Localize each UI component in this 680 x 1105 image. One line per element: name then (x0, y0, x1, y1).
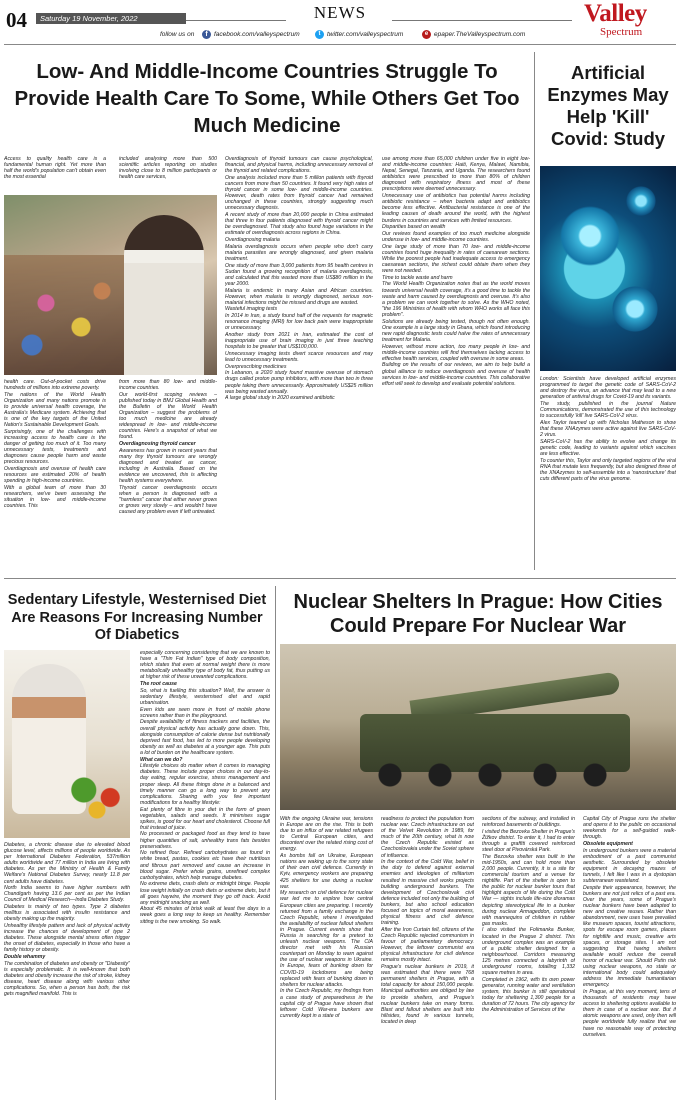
enzymes-p5: To counter this, Taylor and only targeted regions of the viral RNA that mutate less frequently, but also designed three of the XNAzymes to self-assemble into a 'nanostructure' that cuts different parts of the virus genome. (540, 457, 676, 482)
diabetes-col2-p8: Eat plenty of fibre in your diet in the form of green vegetables, salads and seeds. It minimises sugar spikes, is good for our heart and cholesterol. Choose full fruit instead of juice. (140, 806, 270, 831)
lead-col1-p4: Overdiagnosis and overuse of health care resources are estimated 20% of health spending in high-income countries. (4, 466, 106, 485)
facebook-link[interactable]: facebook.com/valleyspectrum (214, 31, 300, 38)
lead-col2-p2: Our world-first scoping reviews – published today in BMJ Global Health and the Bulletin of the World Health Organization – suggest the problems of too much medicine are already widespread in low- and middle-income countries. Here's a snapshot of what we found. (119, 391, 217, 441)
masthead-rule (4, 44, 676, 45)
lead-col3-p1: Overdiagnosis of thyroid tumours can cause psychological, financial, and physical harms, including unnecessary removal of the thyroid and related complications. (225, 156, 373, 175)
lead-col3-p4: Overdiagnosing malaria (225, 237, 280, 243)
lead-col3-p9: In 2014 in Iran, a study found half of the requests for magnetic resonance imaging (MRI) for low back pain were inappropriate or unnecessary. (225, 313, 373, 332)
photo-vegetables (64, 770, 130, 820)
diabetes-col2-p5: Despite availability of fitness trackers and facilities, the overall physical activity has actually gone down. This, alongside consumption of calorie dense but nutritionally deprived fast food, has led to more people developing obesity as well as diabetes at a younger age. This puts a lot of burden on the healthcare system. (140, 719, 270, 756)
diabetes-article (4, 582, 270, 1102)
prague-col4-p3: In underground bunkers were a material embodiment of a past communist aesthetic. Surrounded by obsolete equipment in decaying mazes of tunnels, I felt like I was in a dystopian subterranean wasteland. (583, 847, 676, 885)
brand-logo (578, 0, 678, 44)
section-title: NEWS (313, 3, 367, 22)
lead-col-2 (119, 379, 217, 574)
brand-top: Valley (584, 0, 647, 27)
lead-col4-p5: One large study of more than 70 low- and middle-income countries found huge inequality in rates of caesarean sections. While the poorest people had inadequate access to emergency caesarean sections, the richest could obtain them when they were not needed. (382, 243, 530, 275)
lead-col4-p4: Our reviews found examples of too much medicine alongside underuse in low- and middle-income countries. (382, 230, 530, 243)
prague-col2-p3: After the Iron Curtain fell, citizens of the Czech Republic rejected communism in favour of parliamentary democracy. However, the leftover communist era physical infrastructure for civil defence remains mostly intact. (381, 926, 474, 964)
lead-col3-p7: Malaria is endemic in many Asian and African countries. However, when malaria is wrongly diagnosed, serious non-malarial infections might be missed and drugs are wasted. (225, 287, 373, 306)
diabetes-col2-p12: About 45 minutes of brisk walk at least five days in a week goes a long way to keep us healthy. Remember sitting is the new smoking. So walk. (140, 906, 270, 925)
prague-col1-p2: As bombs fall on Ukraine, European nations are waking up to the sorry state of their own civil defence. Currently in Kyiv, emergency workers are preparing 425 shelters for use during a nuclear war. (280, 853, 373, 890)
epaper-icon: e (422, 30, 431, 39)
lead-intro-1 (4, 156, 106, 194)
diabetes-col1-p1: Diabetes, a chronic disease due to elevated blood glucose level, affects millions of people worldwide. As per International Diabetes Federation, 537million adults worldwide and 77 million in India are living with diabetes. As per the Ministry of Health & Family Welfare's National Diabetes Survey, nearly 11.8 per cent adults have diabetes. (4, 842, 130, 885)
photo-health-worker (124, 215, 204, 375)
prague-col3-p1: sections of the subway, and installed in reinforced basements of buildings. (482, 816, 575, 829)
enzymes-headline: Artificial Enzymes May Help 'Kill' Covid: Study (547, 62, 669, 149)
prague-col2-p1: readiness to protect the population from nuclear war. Czech infrastructure on out of the Velvet Revolution in 1989, for much of the 20th century, what is now the Czech Republic existed as Czechoslovakia under the Soviet sphere of influence. (381, 816, 474, 859)
facebook-icon: f (202, 30, 211, 39)
diabetes-col1-p2: North India seems to have higher numbers with Chandigarh having 13.6 per cent as per the Indian Council of Medical Research—India Diabetes Study. (4, 885, 130, 904)
section-rule (186, 20, 286, 21)
prague-col-2 (381, 816, 474, 1100)
lead-col4-p9: However, without more action, too many people in low- and middle-income countries will find themselves lacking access to effective health services, coupled with overuse in some areas. (382, 343, 530, 362)
prague-col-4 (583, 816, 676, 1100)
lead-col1-p1: health care. Out-of-pocket costs drive hundreds of millions into extreme poverty. (4, 379, 106, 392)
prague-headline: Nuclear Shelters In Prague: How Cities Could Prepare For Nuclear War (293, 591, 663, 637)
prague-col3-p3: The Bezovka shelter was built in the mid-1950s, and can hold more than 2,000 people. Currently, it is a site for commercial tourism and a venue for nightlife. Part of the shelter is open to the public for nuclear bunker tours that highlight aspects of life during the Cold War — sights include life-size dioramas depicting stereotypical life in a bunker during nuclear Armageddon, complete with mannequins of children in rubber gas masks. (482, 853, 575, 927)
lead-headline: Low- And Middle-Income Countries Struggle To Provide Health Care To Some, While Others Get Too Much Medicine (14, 60, 520, 137)
prague-col-1 (280, 816, 373, 1100)
masthead (0, 0, 680, 44)
prague-col4-p2: Obsolete equipment (583, 840, 633, 847)
enzymes-article (540, 50, 676, 570)
lead-col3-p5: Malaria overdiagnosis occurs when people who don't carry malaria parasites are wrongly diagnosed, and given malaria treatment. (225, 243, 373, 262)
lead-col3-p2: One analysis included more than 5 million patients with thyroid cancers from more than 50 countries. It found very high rates of thyroid cancer in some low- and middle-income countries. However, death rates from thyroid cancer had remained unchanged in these countries, strongly suggesting much unnecessary diagnosis. (225, 174, 373, 212)
diabetes-headline: Sedentary Lifestyle, Westernised Diet Are Reasons For Increasing Number Of Diabetics (7, 592, 267, 643)
twitter-icon: t (315, 30, 324, 39)
diabetes-col-1 (4, 842, 130, 1100)
lead-col4-p2: Unnecessary use of antibiotics has potential harms including antibiotic resistance – when bacteria adapt and antibiotics become less effective. Antibacterial resistance is one of the leading causes of death around the world, with the highest burdens in countries and services with limited resources. (382, 193, 530, 224)
lead-col3-p14: A large global study in 2020 examined antibiotic (225, 395, 335, 402)
lead-col3-p3: A recent study of more than 20,000 people in China estimated that three in four patients diagnosed with thyroid cancer might be overdiagnosed. That study also found huge variations in the estimate of overdiagnosis across regions in China. (225, 212, 373, 237)
lead-col4-p8: Solutions are already being tested, though not often enough. One example is a large study in Ghana, which found introducing new rapid diagnostic tests could halve the rates of unnecessary treatment for Malaria. (382, 318, 530, 343)
prague-col-3 (482, 816, 575, 1100)
enzymes-p3: Alex Taylor teamed up with Nicholas Matheson to show that these XNAzymes were active against live SARS-CoV-2 virus. (540, 419, 676, 439)
lead-col4-p10: Building on the results of our reviews, we aim to help build a global alliance to reduce overdiagnosis and overuse of health services in low- and middle-income countries. This collaborative effort will seek to develop and evaluate potential solutions. (382, 362, 530, 387)
lead-col4-p1: use among more than 65,000 children under five in eight low- and middle-income countries: Haiti, Kenya, Malawi, Namibia, Nepal, Senegal, Tanzania, and Uganda. The researchers found antibiotics were prescribed to more than 80% of children diagnosed with respiratory illness and most of these prescriptions were deemed unnecessary. (382, 156, 530, 193)
prague-col2-p4: Prague's nuclear bunkers in 2019, it was estimated that there were 768 permanent shelters in Prague, with a total capacity for about 150,000 people. Municipal authorities are obliged by law to provide shelters, and Prague's nuclear bunkers take on many forms. Blast and fallout shelters are built into hillsides, found in various tunnels, located in deep (381, 964, 474, 1025)
enzymes-p4: SARS-CoV-2 has the ability to evolve and change its genetic code, leading to variants against which vaccines are less effective. (540, 438, 676, 457)
section-rule-right (392, 20, 572, 21)
diabetes-col2-p10: No refined flour. Refined carbohydrates as found in white bread, pastas, cookies etc have their nutritious and fibrous part removed and cause an increase in blood sugar. Prefer whole grains, unrefined complex carbohydrates, which help manage diabetes. (140, 850, 270, 881)
enzymes-body (540, 376, 676, 570)
lead-col3-p12: Overprescribing medicines (225, 363, 287, 370)
diabetes-col2-p7: Lifestyle choices do matter when it comes to managing diabetes. These include proper choices in our day-to-day eating, regular exercise, stress management and proper sleep. All these things done in a balanced and timely manner can go a long way to prevent any complications. Sharing with you few important modifications for a healthy lifestyle: (140, 763, 270, 806)
diabetes-col1-p3: Diabetes is mainly of two types. Type 2 diabetes mellitus is associated with insulin resistance and obesity making up the majority. (4, 904, 130, 923)
diabetes-photo-cooking (4, 650, 130, 838)
lead-intro-text-1: Access to quality health care is a fundamental human right. Yet more than half the world's population can't obtain even the most essential (4, 156, 106, 181)
lead-col-4 (382, 156, 530, 574)
diabetes-col2-p3: So, what is fuelling this situation? Well, the answer is sedentary lifestyle, westernised diet and rapid urbanisation. (140, 687, 270, 706)
lead-article (4, 48, 530, 576)
lead-col1-p5: With a global team of more than 30 researchers, we've been assessing the situation in low- and middle-income countries. This (4, 484, 106, 510)
virus-particle-3 (626, 186, 656, 216)
photo-crowd (4, 255, 144, 375)
issue-date: Saturday 19 November, 2022 (40, 14, 138, 23)
lead-photo-vaccination (4, 195, 217, 375)
column-rule-right (534, 52, 535, 570)
virus-particle-1 (560, 206, 620, 266)
lead-col1-p3: Surprisingly, one of the challenges with increasing access to health care is the danger of getting too much of it. Too many unnecessary tests, treatments and diagnoses cause people harm and waste precious resources. (4, 428, 106, 466)
diabetes-col1-p5: Double whammy (4, 954, 46, 961)
social-bar (160, 31, 580, 41)
lead-col3-p6: One study of more than 3,000 patients from 95 health centres in Sudan found a growing recognition of malaria overdiagnosis, and calculated that this wasted more than US$80 million in the year 2000. (225, 262, 373, 287)
prague-col1-p3: My research on civil defence for nuclear war led me to explore how central European cities are preparing. I recently returned from a family exchange in the Czech Republic, where I investigated the availability of nuclear fallout shelters in Prague. Current events show that Russia is searching for a pretext to unleash nuclear weapons. The CIA director met with his Russian counterpart on Monday to warn against the use of nuclear weapons in Ukraine. In Europe, fears of bunking down for COVID-19 lockdowns are being replaced with fears of bunking down in shelters for nuclear attacks. (280, 890, 373, 988)
lead-col2-p5: Thyroid cancer overdiagnosis occurs when a person is diagnosed with a "harmless" cancer that either never grows or grows very slowly – and wouldn't have caused any problem even if left untreated. (119, 484, 217, 516)
lead-col3-p13: In Lebanon, a 2020 study found massive overuse of stomach drugs called proton pump inhibitors, with more than two in three people taking them unnecessarily. Approximately US$25 million was being wasted annually. (225, 370, 373, 395)
twitter-link[interactable]: twitter.com/valleyspectrum (327, 31, 404, 38)
column-rule-bottom (275, 586, 276, 1100)
prague-col3-p2: I visited the Bezovka Shelter in Prague's Žižkov district. To enter it, I had to enter through a graffiti covered reinforced steel door at Pivovárská Park. (482, 828, 575, 854)
epaper-link[interactable]: epaper.TheValleyspectrum.com (434, 31, 526, 38)
prague-col1-p1: With the ongoing Ukraine war, tensions in Europe are on the rise. This is both due to an influx of war related refugees to Central European cities, and discontent over the related rising cost of energy. (280, 816, 373, 853)
diabetes-col2-p9: No processed or packaged food as they tend to have higher quantities of salt, unhealthy trans fats besides preservatives. (140, 831, 270, 850)
prague-col4-p5: In Prague, at this very moment, tens of thousands of residents may have access to sheltering options available to them in case of a nuclear war. But if atomic weapons are used, only then will people worldwide fully realize that we have no reasonable way of protecting ourselves. (583, 989, 676, 1038)
page-number: 04 (6, 8, 27, 32)
section-divider (4, 578, 676, 579)
lead-intro-2 (119, 156, 217, 194)
follow-label: follow us on (160, 31, 195, 38)
prague-article (280, 582, 676, 1102)
lead-col-1 (4, 379, 106, 574)
lead-intro-text-2: included analysing more than 500 scientific articles reporting on studies involving close to 8 million participants or health care services, (119, 156, 217, 181)
prague-photo-missile-launcher (280, 644, 676, 810)
lead-col2-p4: Awareness has grown in recent years that many tiny thyroid tumours are wrongly diagnosed and treated as cancer, including in Australia. Based on the evidence we uncovered, this is affecting health systems everywhere. (119, 447, 217, 485)
lead-col3-p11: Unnecessary imaging tests divert scarce resources and may lead to unnecessary treatments. (225, 350, 373, 363)
diabetes-col1-p4: Unhealthy lifestyle pattern and lack of physical activity increase the chances of development of type 2 diabetes. These alongside mental stress often trigger the onset of diabetes, especially in those who have a family history or obesity. (4, 923, 130, 954)
prague-col2-p2: In the context of the Cold War, belief in the duty to defend against external enemies and ideologies of militarism resulted in massive civil works projects building underground bunkers. The development of Czechoslovak civil defence included not only the building of bunkers, but also school education focused on topics of moral awareness, physical fitness and civil defence training. (381, 859, 474, 927)
lead-col2-p3: Overdiagnosing thyroid cancer (119, 441, 196, 448)
diabetes-col2-p6: What can we do? (140, 756, 183, 763)
prague-col3-p4: I also visited the Folimanka Bunker, located in the Prague 2 district. This underground complex was an example of a public shelter designed for a neighbourhood. Corridors measuring 125 metres connected a labyrinth of underground rooms, totalling 1,332 square metres in area. (482, 927, 575, 977)
prague-col4-p1: Capital City of Prague runs the shelter and opens it to the public on occasional weekends for a self-guided walk-through. (583, 816, 676, 841)
lead-col4-p6: Time to tackle waste and harm (382, 274, 453, 281)
photo-wheels (370, 762, 620, 788)
prague-col4-p4: Despite their appearance, however, the bunkers are not just relics of a past era. Over the years, some of Prague's nuclear bunkers have been adapted to new and creative reuses. Rather than abandonment, new uses have prevailed like museum spaces, tourist attractions, spots for escape room games, places for nightlife and music, creative arts spaces, or storage sites. I am not suggesting that having shelters available would reduce the overall horror of nuclear war. Should Putin risk using nuclear weapons, no state or international body could adequately address the immediate humanitarian emergency. (583, 884, 676, 989)
lead-col2-p1: from more than 80 low- and middle-income countries. (119, 379, 217, 392)
lead-col3-p10: Another study from 2021 in Iran, estimated the cost of inappropriate use of brain imaging in just three teaching hospitals to be greater that US$100,000. (225, 331, 373, 351)
diabetes-col2-p1: especially concerning considering that we are known to have a "Thin Fat Indian" type of body composition, which states that even at normal weight there is more metabolically unhealthy type of body fat, thus putting us at higher risk of these unwanted complications. (140, 650, 270, 681)
diabetes-col2-p4: Even kids are seen more in front of mobile phone screens rather than in the playground. (140, 706, 270, 719)
enzymes-p2: The study, published in the journal Nature Communications, demonstrated the use of this technology to successfully 'kill' live SARS-CoV-2 virus. (540, 400, 676, 420)
enzymes-p1: London: Scientists have developed artificial enzymes programmed to target the genetic code of SARS-CoV-2 and destroy the virus, an advance that may lead to a new generation of antiviral drugs for Covid-19 and its variants. (540, 376, 676, 401)
diabetes-col1-p6: The combination of diabetes and obesity or "Diabesity" is especially problematic. It is well-known that both diabetes and obesity increase the risk of stroke, kidney disease, heart disease along with various other complications. So, when a person has both, the risk gets magnified manifold. This is (4, 960, 130, 998)
lead-col1-p2: The nations of the World Health Organization and many nations promote is to provide universal health coverage, the Australia's Medicare system. Achieving that is one of the key targets of the United Nation's Sustainable Development Goals. (4, 391, 106, 429)
diabetes-col-2 (140, 650, 270, 1100)
lead-col4-p7: The World Health Organization notes that as the world moves towards universal health coverage, it's a good time to tackle the waste and harm caused by overdiagnosis and overuse. It's also a problem we can work together to solve. As the WHO noted, "the 196 Ministries of health with whom WHO works all face this problem". (382, 281, 530, 318)
virus-particle-2 (612, 286, 658, 332)
prague-col1-p4: In the Czech Republic, my findings from a case study of preparedness in the capital city of Prague have shown that leftover Cold War-era bunkers are currently kept in a state of (280, 988, 373, 1019)
lead-col-3 (225, 156, 373, 574)
prague-col3-p5: Completed in 1962, with its own power generator, running water and ventilation system, this bunker is still operational today for sheltering 1,300 people for a duration of 72 hours. The city agency for the Administration of Services of the (482, 976, 575, 1014)
lead-col3-p8: Wasteful imaging tests (225, 306, 278, 313)
enzymes-virus-image (540, 166, 676, 371)
lead-col4-p3: Disparities based on wealth (382, 224, 446, 231)
brand-bottom: Spectrum (600, 26, 643, 38)
diabetes-col2-p11: No extreme diets, crash diets or midnight binge. People lose weight initially on crash diets or extreme diets, but it all goes haywire, the moment they go off track. Avoid any midnight snacking as well. (140, 881, 270, 906)
diabetes-col2-p2: The root cause (140, 681, 177, 688)
